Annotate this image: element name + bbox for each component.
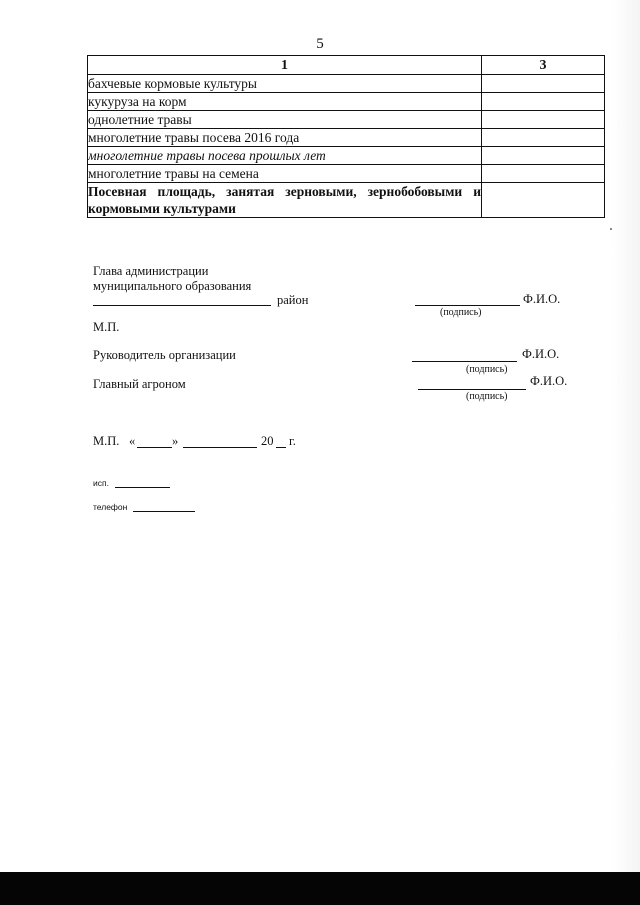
- table-row: [88, 93, 605, 111]
- row-value-cell[interactable]: [482, 111, 605, 129]
- row-label: кукуруза на корм: [88, 93, 482, 111]
- stamp-label: М.П.: [93, 320, 120, 334]
- org-head-fio-label: Ф.И.О.: [522, 347, 560, 361]
- table-header-col-1: 1: [88, 56, 482, 75]
- head-signature-line[interactable]: [415, 305, 520, 306]
- date-month-blank[interactable]: [183, 447, 257, 448]
- scan-bottom-band: [0, 872, 640, 905]
- table-row: [88, 129, 605, 147]
- row-value-cell[interactable]: [482, 75, 605, 93]
- agronomist-label: Главный агроном: [93, 377, 186, 391]
- table-row: [88, 165, 605, 183]
- row-label: многолетние травы на семена: [88, 165, 482, 183]
- row-value-cell[interactable]: [482, 165, 605, 183]
- date-day-blank[interactable]: [137, 447, 172, 448]
- row-label: многолетние травы посева 2016 года: [88, 129, 482, 147]
- head-title-line1: Глава администрации: [93, 264, 209, 278]
- row-label: многолетние травы посева прошлых лет: [88, 147, 482, 165]
- executor-blank[interactable]: [115, 487, 170, 488]
- table-header-col-3: 3: [482, 56, 605, 75]
- scan-right-edge: [612, 0, 640, 872]
- head-fio-label: Ф.И.О.: [523, 292, 561, 306]
- date-stamp-label: М.П.: [93, 434, 120, 448]
- table-row: [88, 111, 605, 129]
- executor-label: исп.: [93, 478, 109, 488]
- date-quote-close: »: [172, 434, 179, 448]
- org-head-signature-caption: (подпись): [466, 364, 508, 375]
- row-value-cell[interactable]: [482, 93, 605, 111]
- table-header-row: [88, 56, 605, 75]
- table-row: [88, 147, 605, 165]
- row-value-cell[interactable]: [482, 147, 605, 165]
- table-row: [88, 75, 605, 93]
- district-label: район: [277, 293, 309, 307]
- agronomist-signature-line[interactable]: [418, 389, 526, 390]
- org-head-signature-line[interactable]: [412, 361, 517, 362]
- row-value-cell[interactable]: [482, 129, 605, 147]
- agronomist-signature-caption: (подпись): [466, 391, 508, 402]
- org-head-label: Руководитель организации: [93, 348, 236, 362]
- scan-speck: [610, 228, 612, 230]
- date-quote-open: «: [129, 434, 136, 448]
- row-label: однолетние травы: [88, 111, 482, 129]
- phone-label: телефон: [93, 502, 128, 512]
- agronomist-fio-label: Ф.И.О.: [530, 374, 568, 388]
- municipality-blank[interactable]: [93, 305, 271, 306]
- head-title-line2: муниципального образования: [93, 279, 252, 293]
- date-year-prefix: 20: [261, 434, 274, 448]
- table-total-row: [88, 183, 605, 218]
- head-signature-caption: (подпись): [440, 307, 482, 318]
- total-value-cell[interactable]: [482, 183, 605, 218]
- row-label: бахчевые кормовые культуры: [88, 75, 482, 93]
- phone-blank[interactable]: [133, 511, 195, 512]
- page-number: 5: [316, 36, 324, 52]
- date-year-suffix: г.: [289, 434, 296, 448]
- crops-table: [87, 55, 605, 218]
- total-label: Посевная площадь, занятая зерновыми, зернобобовыми и кормовыми культурами: [88, 184, 481, 216]
- date-year-blank[interactable]: [276, 447, 286, 448]
